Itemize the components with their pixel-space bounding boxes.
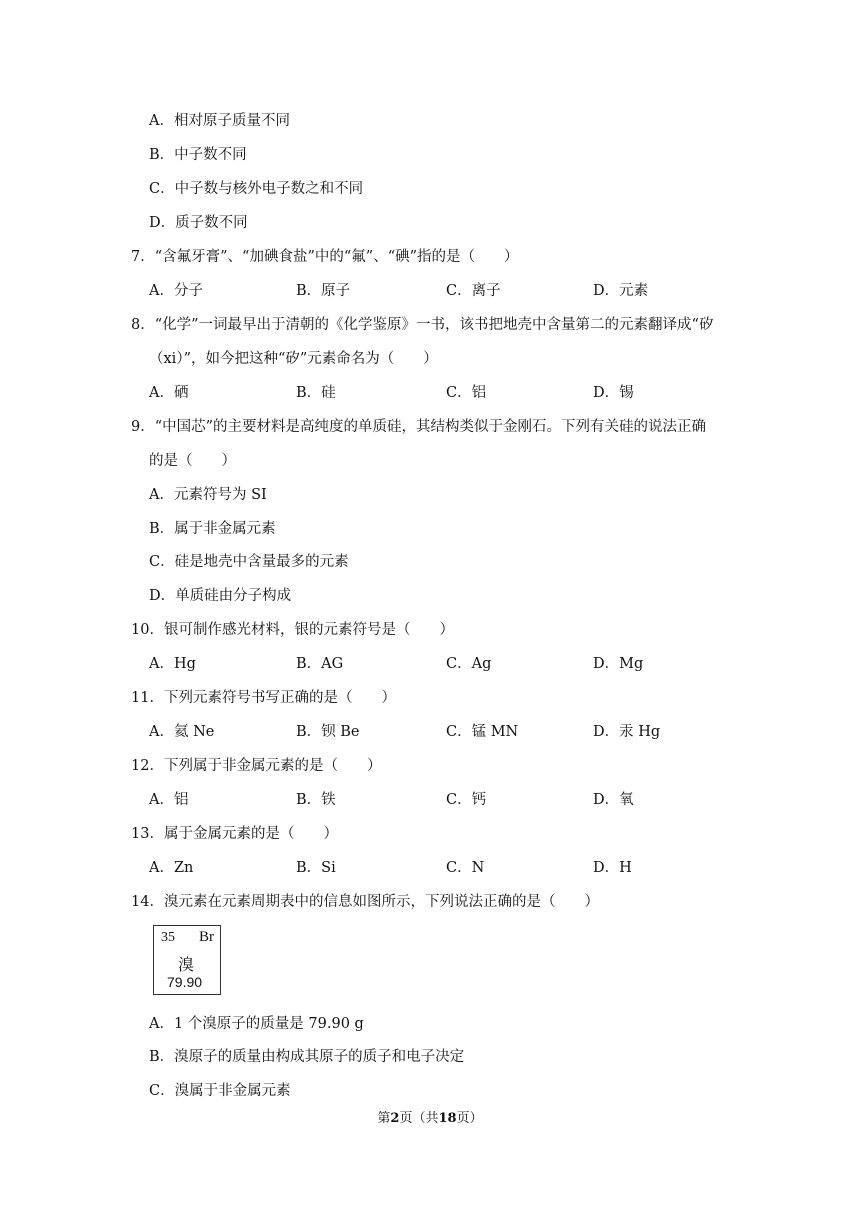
q9-option-c: C．硅是地壳中含量最多的元素 bbox=[149, 554, 349, 570]
q11-option-a: A．氦 Ne bbox=[149, 724, 215, 740]
atomic-number: 35 bbox=[161, 930, 175, 945]
atomic-mass: 79.90 bbox=[167, 974, 203, 990]
q9-stem-line2: 的是（ ） bbox=[149, 453, 236, 469]
q13-option-c: C．N bbox=[446, 860, 485, 876]
page-footer bbox=[0, 1110, 860, 1128]
q9-option-d: D．单质硅由分子构成 bbox=[149, 588, 292, 604]
q11-option-c: C．锰 MN bbox=[446, 724, 519, 740]
q6-option-d: D．质子数不同 bbox=[149, 215, 248, 231]
footer-page-number: 2 bbox=[390, 1111, 400, 1126]
q10-option-b: B．AG bbox=[296, 656, 344, 672]
q10-option-d: D．Mg bbox=[593, 656, 644, 672]
q13-option-b: B．Si bbox=[296, 860, 336, 876]
q6-option-a: A．相对原子质量不同 bbox=[149, 113, 290, 129]
q10-option-c: C．Ag bbox=[446, 656, 492, 672]
footer-prefix: 第 bbox=[377, 1111, 391, 1126]
footer-mid: 页（共 bbox=[399, 1111, 439, 1126]
q7-stem: 7．“含氟牙膏”、“加碘食盐”中的“氟”、“碘”指的是（ ） bbox=[131, 249, 519, 265]
q13-stem: 13．属于金属元素的是（ ） bbox=[131, 826, 338, 842]
q14-option-a: A．1 个溴原子的质量是 79.90 g bbox=[149, 1016, 364, 1032]
q8-option-c: C．铝 bbox=[446, 385, 487, 401]
q10-stem: 10．银可制作感光材料，银的元素符号是（ ） bbox=[131, 622, 454, 638]
q9-option-a: A．元素符号为 SI bbox=[149, 487, 267, 503]
q10-option-a: A．Hg bbox=[149, 656, 196, 672]
q12-option-a: A．铝 bbox=[149, 792, 189, 808]
q13-option-a: A．Zn bbox=[149, 860, 194, 876]
footer-total-pages: 18 bbox=[438, 1111, 457, 1126]
q14-option-b: B．溴原子的质量由构成其原子的质子和电子决定 bbox=[149, 1049, 465, 1065]
q12-stem: 12．下列属于非金属元素的是（ ） bbox=[131, 758, 382, 774]
q8-stem-line1: 8．“化学”一词最早出于清朝的《化学鉴原》一书，该书把地壳中含量第二的元素翻译成“矽 bbox=[131, 317, 714, 333]
q14-option-c: C．溴属于非金属元素 bbox=[149, 1083, 291, 1099]
q11-stem: 11．下列元素符号书写正确的是（ ） bbox=[131, 690, 396, 706]
q7-option-a: A．分子 bbox=[149, 283, 203, 299]
q7-option-d: D．元素 bbox=[593, 283, 649, 299]
q7-option-b: B．原子 bbox=[296, 283, 351, 299]
element-name: 溴 bbox=[178, 957, 195, 974]
q13-option-d: D．H bbox=[593, 860, 632, 876]
q11-option-d: D．汞 Hg bbox=[593, 724, 661, 740]
q8-stem-line2: （xi）”，如今把这种“矽”元素命名为（ ） bbox=[149, 351, 438, 367]
element-symbol: Br bbox=[199, 929, 214, 945]
q8-option-b: B．硅 bbox=[296, 385, 336, 401]
q6-option-b: B．中子数不同 bbox=[149, 147, 247, 163]
q8-option-d: D．锡 bbox=[593, 385, 634, 401]
bromine-periodic-table-cell bbox=[153, 925, 221, 995]
q8-option-a: A．硒 bbox=[149, 385, 189, 401]
q12-option-b: B．铁 bbox=[296, 792, 336, 808]
q12-option-d: D．氧 bbox=[593, 792, 634, 808]
q6-option-c: C．中子数与核外电子数之和不同 bbox=[149, 181, 364, 197]
q7-option-c: C．离子 bbox=[446, 283, 501, 299]
q9-option-b: B．属于非金属元素 bbox=[149, 521, 276, 537]
q14-stem: 14．溴元素在元素周期表中的信息如图所示，下列说法正确的是（ ） bbox=[131, 894, 599, 910]
q11-option-b: B．钡 Be bbox=[296, 724, 360, 740]
q12-option-c: C．钙 bbox=[446, 792, 487, 808]
footer-suffix: 页） bbox=[456, 1111, 483, 1126]
q9-stem-line1: 9．“中国芯”的主要材料是高纯度的单质硅，其结构类似于金刚石。下列有关硅的说法正确 bbox=[131, 419, 707, 435]
